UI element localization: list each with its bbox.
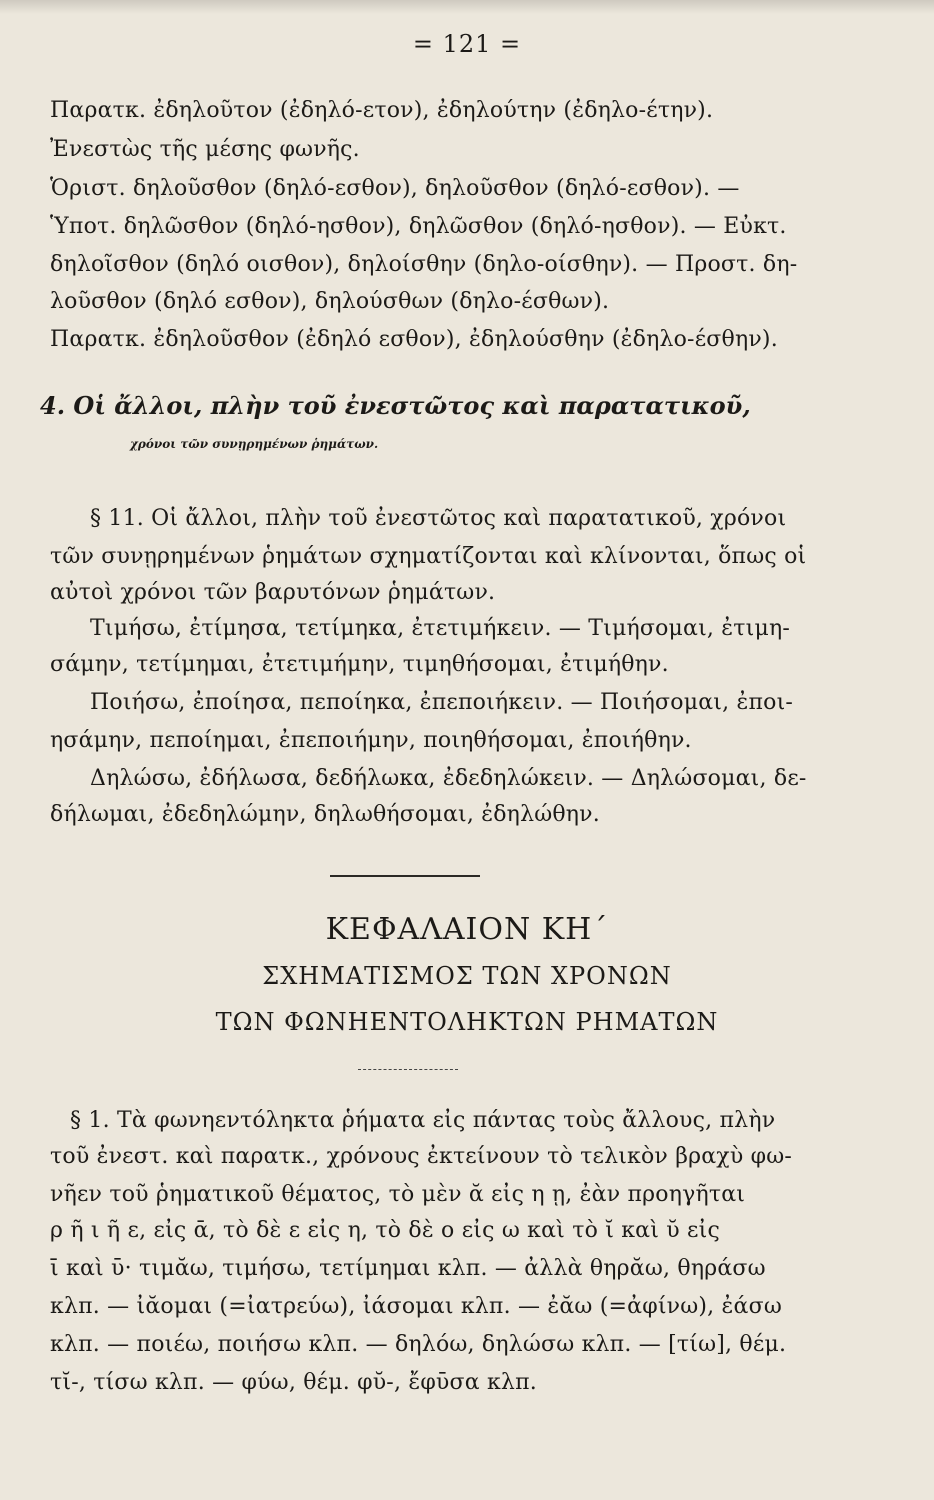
- chapter-subtitle: ΤΩΝ ΦΩΝΗΕΝΤΟΛΗΚΤΩΝ ΡΗΜΑΤΩΝ: [215, 1008, 719, 1036]
- paragraph-1-line: κλπ. — ἰᾰομαι (=ἰατρεύω), ἰάσομαι κλπ. — ἐᾰω (=ἀφίνω), ἐάσω: [50, 1294, 782, 1319]
- chapter-title: ΚΕΦΑΛΑΙΟΝ ΚΗ΄: [325, 912, 609, 947]
- paragraph-11-line: ησάμην, πεποίημαι, ἐπεποιήμην, ποιηθήσομαι, ἐποιήθην.: [50, 728, 692, 753]
- paragraph-11-line: σάμην, τετίμημαι, ἐτετιμήμην, τιμηθήσομαι, ἐτιμήθην.: [50, 652, 669, 677]
- section-heading: χρόνοι τῶν συνῃρημένων ῥημάτων.: [130, 437, 379, 451]
- paragraph-11-line: Τιμήσω, ἐτίμησα, τετίμηκα, ἐτετιμήκειν. — Τιμήσομαι, ἐτιμη-: [90, 616, 790, 641]
- paragraph-11-line: αὐτοὶ χρόνοι τῶν βαρυτόνων ῥημάτων.: [50, 580, 496, 605]
- paragraph-11-line: § 11. Οἱ ἄλλοι, πλὴν τοῦ ἐνεστῶτος καὶ παρατατικοῦ, χρόνοι: [90, 506, 787, 531]
- section-heading: 4. Οἱ ἄλλοι, πλὴν τοῦ ἐνεστῶτος καὶ παρατατικοῦ,: [40, 391, 751, 420]
- verb-form-line: λοῦσθον (δηλό εσθον), δηλούσθων (δηλο-έσθων).: [50, 289, 610, 314]
- page-number: = 121 =: [412, 30, 522, 58]
- verb-form-line: δηλοῖσθον (δηλό οισθον), δηλοίσθην (δηλο-οίσθην). — Προστ. δη-: [50, 252, 798, 277]
- paragraph-11-line: Δηλώσω, ἐδήλωσα, δεδήλωκα, ἐδεδηλώκειν. — Δηλώσομαι, δε-: [90, 766, 807, 791]
- verb-form-line: Ἐνεστὼς τῆς μέσης φωνῆς.: [50, 137, 360, 162]
- section-divider: [330, 875, 480, 877]
- paragraph-1-line: ρ ῆ ι ῆ ε, εἰς ᾱ, τὸ δὲ ε εἰς η, τὸ δὲ ο εἰς ω καὶ τὸ ῐ καὶ ῠ εἰς: [50, 1218, 720, 1243]
- paragraph-1-line: κλπ. — ποιέω, ποιήσω κλπ. — δηλόω, δηλώσω κλπ. — [τίω], θέμ.: [50, 1332, 787, 1357]
- paragraph-1-line: νῆεν τοῦ ῥηματικοῦ θέματος, τὸ μὲν ᾰ εἰς η ῃ, ἐὰν προηγῆται: [50, 1182, 746, 1207]
- verb-form-line: Παρατκ. ἐδηλοῦσθον (ἐδηλό εσθον), ἐδηλούσθην (ἐδηλο-έσθην).: [50, 327, 778, 352]
- verb-form-line: Παρατκ. ἐδηλοῦτον (ἐδηλό-ετον), ἐδηλούτην (ἐδηλο-έτην).: [50, 98, 714, 123]
- paragraph-1-line: τοῦ ἐνεστ. καὶ παρατκ., χρόνους ἐκτείνουν τὸ τελικὸν βραχὺ φω-: [50, 1144, 792, 1169]
- verb-form-line: Ὑποτ. δηλῶσθον (δηλό-ησθον), δηλῶσθον (δηλό-ησθον). — Εὐκτ.: [50, 214, 787, 239]
- chapter-divider: [358, 1069, 458, 1070]
- paragraph-11-line: τῶν συνῃρημένων ῥημάτων σχηματίζονται καὶ κλίνονται, ὅπως οἱ: [50, 544, 807, 569]
- paragraph-1-line: ῑ καὶ ῡ· τιμᾰω, τιμήσω, τετίμημαι κλπ. — ἀλλὰ θηρᾰω, θηράσω: [50, 1256, 766, 1281]
- paragraph-1-line: § 1. Τὰ φωνηεντόληκτα ῥήματα εἰς πάντας τοὺς ἄλλους, πλὴν: [70, 1108, 776, 1133]
- verb-form-line: Ὁριστ. δηλοῦσθον (δηλό-εσθον), δηλοῦσθον (δηλό-εσθον). —: [50, 176, 740, 201]
- chapter-subtitle: ΣΧΗΜΑΤΙΣΜΟΣ ΤΩΝ ΧΡΟΝΩΝ: [262, 962, 672, 990]
- paragraph-11-line: Ποιήσω, ἐποίησα, πεποίηκα, ἐπεποιήκειν. — Ποιήσομαι, ἐποι-: [90, 690, 794, 715]
- paragraph-1-line: τῐ-, τίσω κλπ. — φύω, θέμ. φῠ-, ἔφῡσα κλπ.: [50, 1370, 537, 1395]
- paragraph-11-line: δήλωμαι, ἐδεδηλώμην, δηλωθήσομαι, ἐδηλώθην.: [50, 802, 600, 827]
